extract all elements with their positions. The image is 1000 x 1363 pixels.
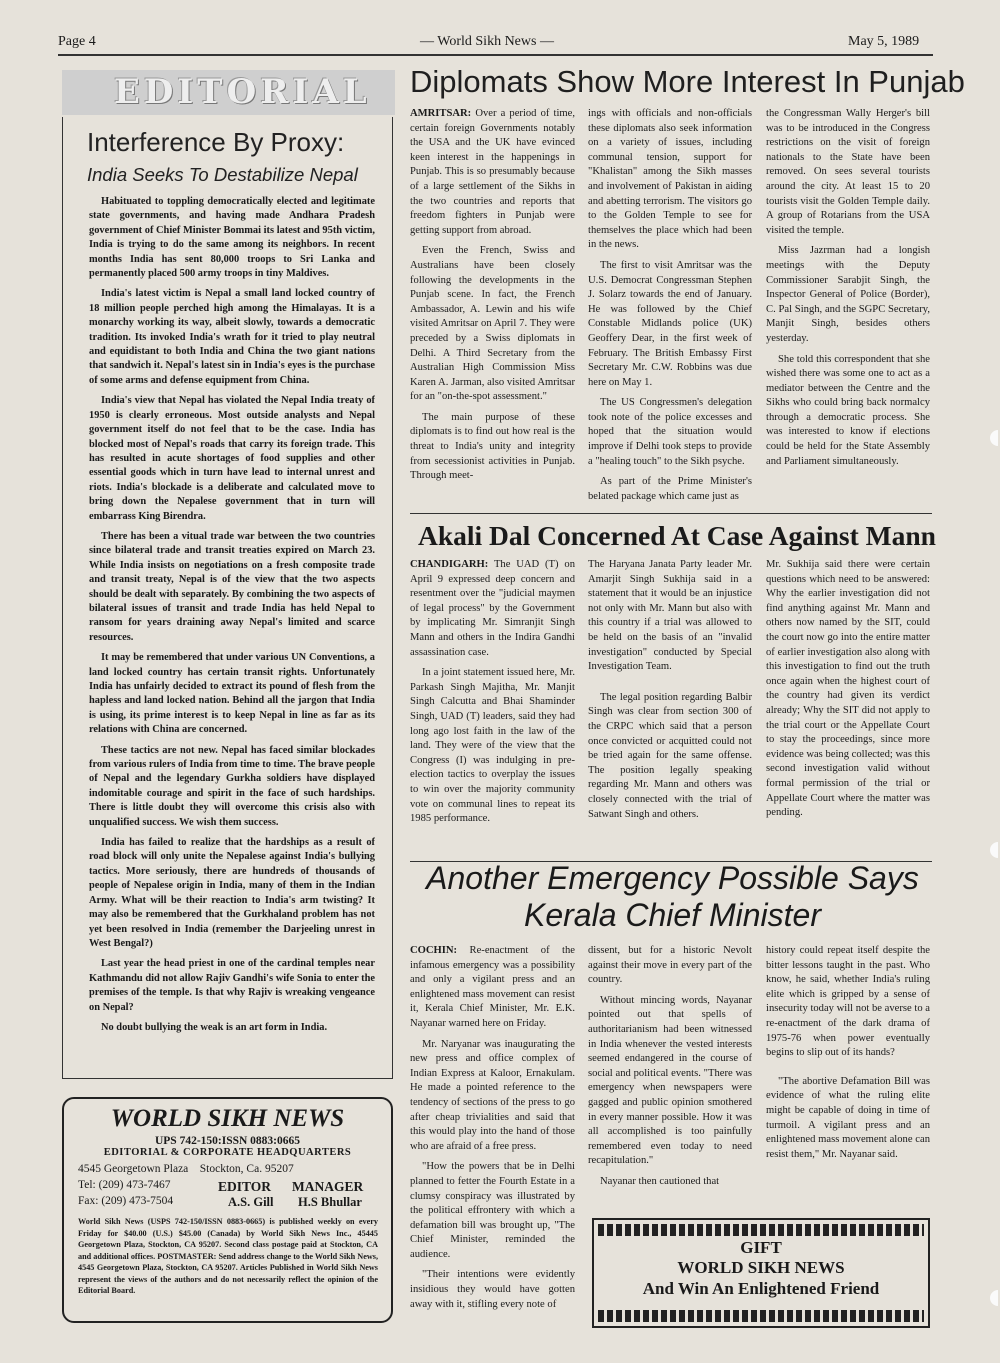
editorial-paragraph: Last year the head priest in one of the cardinal temples near Kathmandu did not allow Rajiv Gandhi's wife Sonia to enter the premises of the temple. Is that why Rajiv is wreaking vengeance on Nepal? <box>89 958 375 1013</box>
dateline: COCHIN: <box>410 945 458 956</box>
editorial-paragraph: India has failed to realize that the hardships as a result of road block will only unite the Nepalese against India's bullying tactics. More seriously, there are hundreds of thousands of people of Nepalese origin in India, many of them in the Indian Army. What will be their reaction to India's arm twisting? It may also be remembered that the Gurkhaland problem has not yet been resolved in India (remember the Darjeeling unrest in West Bengal?) <box>89 837 375 949</box>
emergency-column-3 <box>766 944 930 1194</box>
running-title: — World Sikh News — <box>420 34 554 49</box>
masthead-ups: UPS 742-150:ISSN 0883:0665 <box>154 1135 301 1147</box>
gift-line-3: And Win An Enlightened Friend <box>642 1279 880 1298</box>
issue-date: May 5, 1989 <box>848 34 920 49</box>
diplomats-paragraph: the Congressman Wally Herger's bill was to be introduced in the Congress restrictions on the visit of foreign nationals to the State have been removed. On sees several tourists around the city. At least 15 to 20 tourists visit the Golden Temple daily. A group of Rotarians from the USA visited the temple. <box>766 108 930 236</box>
editorial-banner <box>62 70 395 115</box>
emergency-column-1 <box>410 944 575 1344</box>
akali-paragraph: The Haryana Janata Party leader Mr. Amarjit Singh Sukhija said in a statement that it would be an injustice not only with Mr. Mann but also with this country if a trial was allowed to be held on the basis of an "invalid investigation" conducted by Special Investigation Team. <box>588 559 752 673</box>
editor-label: EDITOR <box>218 1179 272 1194</box>
akali-paragraph: The legal position regarding Balbir Singh was clear from section 300 of the CRPC which said that a person once convicted or acquitted could not be tried again for the same offense. The position legally speaking regarding Mr. Mann and others was closely connected with the trial of Satwant Singh and others. <box>588 691 752 820</box>
editorial-body <box>89 195 375 1071</box>
editorial-paragraph: These tactics are not new. Nepal has faced similar blockades from various rulers of India from time to time. The brave people of Nepal and the legendary Gurkha soldiers have displayed indomitable courage and spirit in the face of such hardships. There is little doubt they will overcome this crisis also with unqualified success. We wish them success. <box>89 744 375 828</box>
akali-headline: Akali Dal Concerned At Case Against Mann <box>418 520 936 551</box>
emergency-paragraph: history could repeat itself despite the bitter lessons taught in the past. Who know, he said, whether India's ruling elite which is gripped by a sense of insecurity today will not be averse to a re-enactment of the dark drama of 1975-76 when power eventually begins to slip out of its hands? <box>766 945 930 1059</box>
editorial-box <box>62 117 393 1079</box>
diplomats-paragraph: ings with officials and non-officials these diplomats also seek information on a variety of issues, including communal tension, support for "Khalistan" among the Sikh masses and involvement of Pakistan in aiding and abetting terrorism. The visitors go to the Golden Temple to see for themselves the place which had been in the news. <box>588 108 752 251</box>
manager-name: H.S Bhullar <box>298 1195 362 1209</box>
akali-paragraph: In a joint statement issued here, Mr. Parkash Singh Majitha, Mr. Manjit Singh Calcutta and Bhai Shaminder Singh, UAD (T) leaders, said they had long ago lost faith in the law of the land. They were of the view that the Congress (I) was indulging in pre-election tactics to overplay the issues to win over the majority community vote on communal lines to repeat its 1985 performance. <box>410 667 575 825</box>
masthead-title: WORLD SIKH NEWS <box>110 1105 345 1132</box>
gift-box <box>592 1218 930 1328</box>
editor-name: A.S. Gill <box>228 1195 274 1209</box>
editorial-paragraph: It may be remembered that under various UN Conventions, a land locked country has certain transit rights. Unfortunately India has unfairly decided to extract its pound of flesh from the hapless and land locked nation. Behind all the jargon that India is using, its prime interest is to keep Nepal in line as far as its relations with China are concerned. <box>89 652 375 736</box>
emergency-column-2 <box>588 944 752 1199</box>
diplomats-column-2 <box>588 107 752 509</box>
diplomats-paragraph: Miss Jazrman had a longish meetings with the Deputy Commissioner Sarabjit Singh, the Inspector General of Police (Border), C. Pal Singh, and the SGPC Secretary, Manjit Singh, besides others yesterday. <box>766 245 930 344</box>
emergency-paragraph: Without mincing words, Nayanar pointed out that spells of authoritarianism had been witnessed in India whenever the vested interests seemed endangered in the course of social and political events. "There was emergency when newspapers were gagged and public opinion smothered in every manner possible. How it was all accomplished is too painfully remembered even today to need recapitulation." <box>588 994 752 1167</box>
editorial-paragraph: India's latest victim is Nepal a small land locked country of 18 million people perched high among the Himalayas. It is a monarchy working its way, albeit slowly, towards a democratic tradition. Its invoked India's wrath for it tried to play neutral and equidistant to both India and China the two giant nations that sandwich it. Nepal's latest sin in India's eyes is the purchase of some arms and defense equipment from China. <box>89 288 375 386</box>
akali-column-1 <box>410 558 575 858</box>
diplomats-headline: Diplomats Show More Interest In Punjab <box>410 64 965 99</box>
editorial-paragraph: There has been a vitual trade war between the two countries since bilateral trade and transit treaties expired on March 23. While India insists on negotiations on a fresh composite trade and transit treaty, Nepal is of the view that the two aspects should be dealt with separately. By combining the two aspects of bilateral issues of transit and trade India has held Nepal to ransom for years draining away Nepal's limited and scarce resources. <box>89 530 375 643</box>
page-number: Page 4 <box>58 34 96 49</box>
diplomats-paragraph: She told this correspondent that she wished there was some one to act as a mediator between the Centre and the Sikhs who could bring back normalcy through a democratic process. She was interested to know if elections could be held for the State Assembly and Parliament simultaneously. <box>766 353 930 467</box>
diplomats-paragraph: The main purpose of these diplomats is to find out how real is the threat to India's unity and integrity from secessionist activities in Punjab. Through meet- <box>410 411 575 482</box>
dateline: AMRITSAR: <box>410 108 472 119</box>
editorial-subtitle: India Seeks To Destabilize Nepal <box>87 164 358 185</box>
emergency-headline-line-1: Another Emergency Possible Says <box>426 860 919 896</box>
masthead-box <box>62 1097 393 1323</box>
diplomats-paragraph: Even the French, Swiss and Australians have been closely following the developments in the Punjab scene. In fact, the French Ambassador, A. Lewin and his wife visited Amritsar on April 7. They were preceded by a Swiss diplomats in Delhi. A Third Secretary from the Australian High Commission Miss Karen A. Jarman, also visited Amritsar for an "on-the-spot assessment." <box>410 245 575 403</box>
section-rule <box>410 513 932 514</box>
akali-column-2 <box>588 558 752 858</box>
diplomats-paragraph: AMRITSAR: Over a period of time, certain foreign Governments notably the USA and the UK have evinced keen interest in the happenings in Punjab. This is so presumably because of a large settlement of the Sikhs in the two countries and reports that freedom fighters in Punjab were getting support from abroad. <box>410 108 575 236</box>
emergency-paragraph: Nayanar then cautioned that <box>600 1175 720 1187</box>
editorial-label: EDITORIAL <box>114 72 371 112</box>
binder-hole <box>990 1290 998 1306</box>
masthead-address: 4545 Georgetown Plaza Stockton, Ca. 95207 <box>78 1163 294 1175</box>
diplomats-column-3 <box>766 107 930 509</box>
editorial-title: Interference By Proxy: <box>87 127 345 157</box>
manager-label: MANAGER <box>292 1179 364 1194</box>
emergency-paragraph: dissent, but for a historic Nevolt against their move in every part of the country. <box>588 945 752 986</box>
akali-paragraph: Mr. Sukhija said there were certain questions which need to be answered: Why the earlier investigation did not find anything against Mr. Mann and others now named by the SIT, could the court now go into the entire matter of earlier investigation also along with this investigation to find out the truth once again when the highest court of the country had given its verdict already; Why the SIT did not apply to the trial court or the Appellate Court to stay the proceedings, since more evidence was being collected; was this second investigation valid without formal permission of the trial or Appellate Court where the matter was pending. <box>766 559 930 819</box>
masthead-tel: Tel: (209) 473-7467 <box>78 1179 171 1191</box>
binder-hole <box>990 430 998 446</box>
emergency-paragraph: COCHIN: Re-enactment of the infamous emergency was a possibility and only a vigilant press and an enlightened mass movement can resist it, Kerala Chief Minister, Mr. E.K. Nayanar warned here on Friday. <box>410 945 575 1029</box>
emergency-paragraph: Mr. Naryanar was inaugurating the new press and office complex of Indian Express at Kaloor, Ernakulam. He made a pointed reference to the tendency of sections of the press to go after cheap trivialities and said that this would play into the hand of those who are afraid of a free press. <box>410 1038 575 1152</box>
editorial-paragraph: Habituated to toppling democratically elected and legitimate state governments, and having made Andhara Pradesh government of Chief Minister Bommai its latest and 95th victim, India is trying to do the same among its neighbors. In recent months India has sent 80,000 troops to Sri Lanka and permanently placed 500 army troops in tiny Maldives. <box>89 196 375 280</box>
ornament-border-top <box>598 1224 924 1236</box>
emergency-paragraph: "Their intentions were evidently insidious they would have gotten away with it, stifling every note of <box>410 1269 575 1310</box>
editorial-paragraph: No doubt bullying the weak is an art form in India. <box>101 1021 328 1033</box>
masthead-hq: EDITORIAL & CORPORATE HEADQUARTERS <box>103 1147 352 1158</box>
akali-column-3 <box>766 558 930 858</box>
emergency-paragraph: "The abortive Defamation Bill was evidence of what the ruling elite might be capable of doing in time of turmoil. A vigilant press and an enlightened mass movement alone can resist them," Mr. Nayanar said. <box>766 1075 930 1160</box>
gift-line-1: GIFT <box>740 1238 782 1257</box>
binder-hole <box>990 842 998 858</box>
diplomats-paragraph: The US Congressmen's delegation took note of the police excesses and hoped that the situation would improve if Delhi took steps to provide a "healing touch" to the Sikh psyche. <box>588 397 752 467</box>
emergency-paragraph: "How the powers that be in Delhi planned to fetter the Fourth Estate in a clumsy conspiracy was illustrated by the political effrontery with which a defamation bill was brought up, "The Chief Minister, reminded the audience. <box>410 1161 575 1260</box>
diplomats-column-1 <box>410 107 575 509</box>
diplomats-paragraph: As part of the Prime Minister's belated package which came just as <box>588 476 752 502</box>
dateline: CHANDIGARH: <box>410 559 489 570</box>
emergency-headline-line-2: Kerala Chief Minister <box>524 897 821 933</box>
diplomats-paragraph: The first to visit Amritsar was the U.S. Democrat Congressman Stephen J. Solarz towards the end of January. He was followed by the Chief Constable Midlands police (UK) Geoffery Dear, in the first week of February. The British Embassy First Secretary Mr. C.W. Robbins was due here on May 1. <box>588 259 752 388</box>
header-rule <box>58 54 933 56</box>
ornament-border-bottom <box>598 1310 924 1322</box>
gift-line-2: WORLD SIKH NEWS <box>677 1258 845 1277</box>
masthead-fineprint: World Sikh News (USPS 742-150/ISSN 0883-0665) is published weekly on every Friday for $40.00 (U.S.) $45.00 (Canada) by World Sikh News Inc., 45445 Georgetown Plaza, Stockton, CA 95207. Second class postage paid at Stockton, CA and additional offices. POSTMASTER: Send address change to the World Sikh News, 4545 Georgetown Plaza, Stockton, CA 95207. Articles Published in World Sikh News represent the views of the authors and do not necessarily reflect the opinion of the Editorial Board. <box>78 1217 378 1295</box>
editorial-paragraph: India's view that Nepal has violated the Nepal India treaty of 1950 is clearly erroneous. Most outside analysts and Nepal government itself do not feel that to be the case. India has blocked most of Nepal's roads that carry its foreign trade. This has resulted in acute shortages of food supplies and other essential goods which in turn have lead to internal unrest and riots. India's blockade is a deliberate and calculated move to bring down the Nepalese government that in turn will embarrass King Birendra. <box>89 395 375 522</box>
akali-paragraph: CHANDIGARH: The UAD (T) on April 9 expressed deep concern and resentment over the "judicial maymen of legal process" by the Government by implicating Mr. Simranjit Singh Mann and others in the Indira Gandhi assassination case. <box>410 559 575 658</box>
masthead-fax: Fax: (209) 473-7504 <box>78 1195 174 1207</box>
